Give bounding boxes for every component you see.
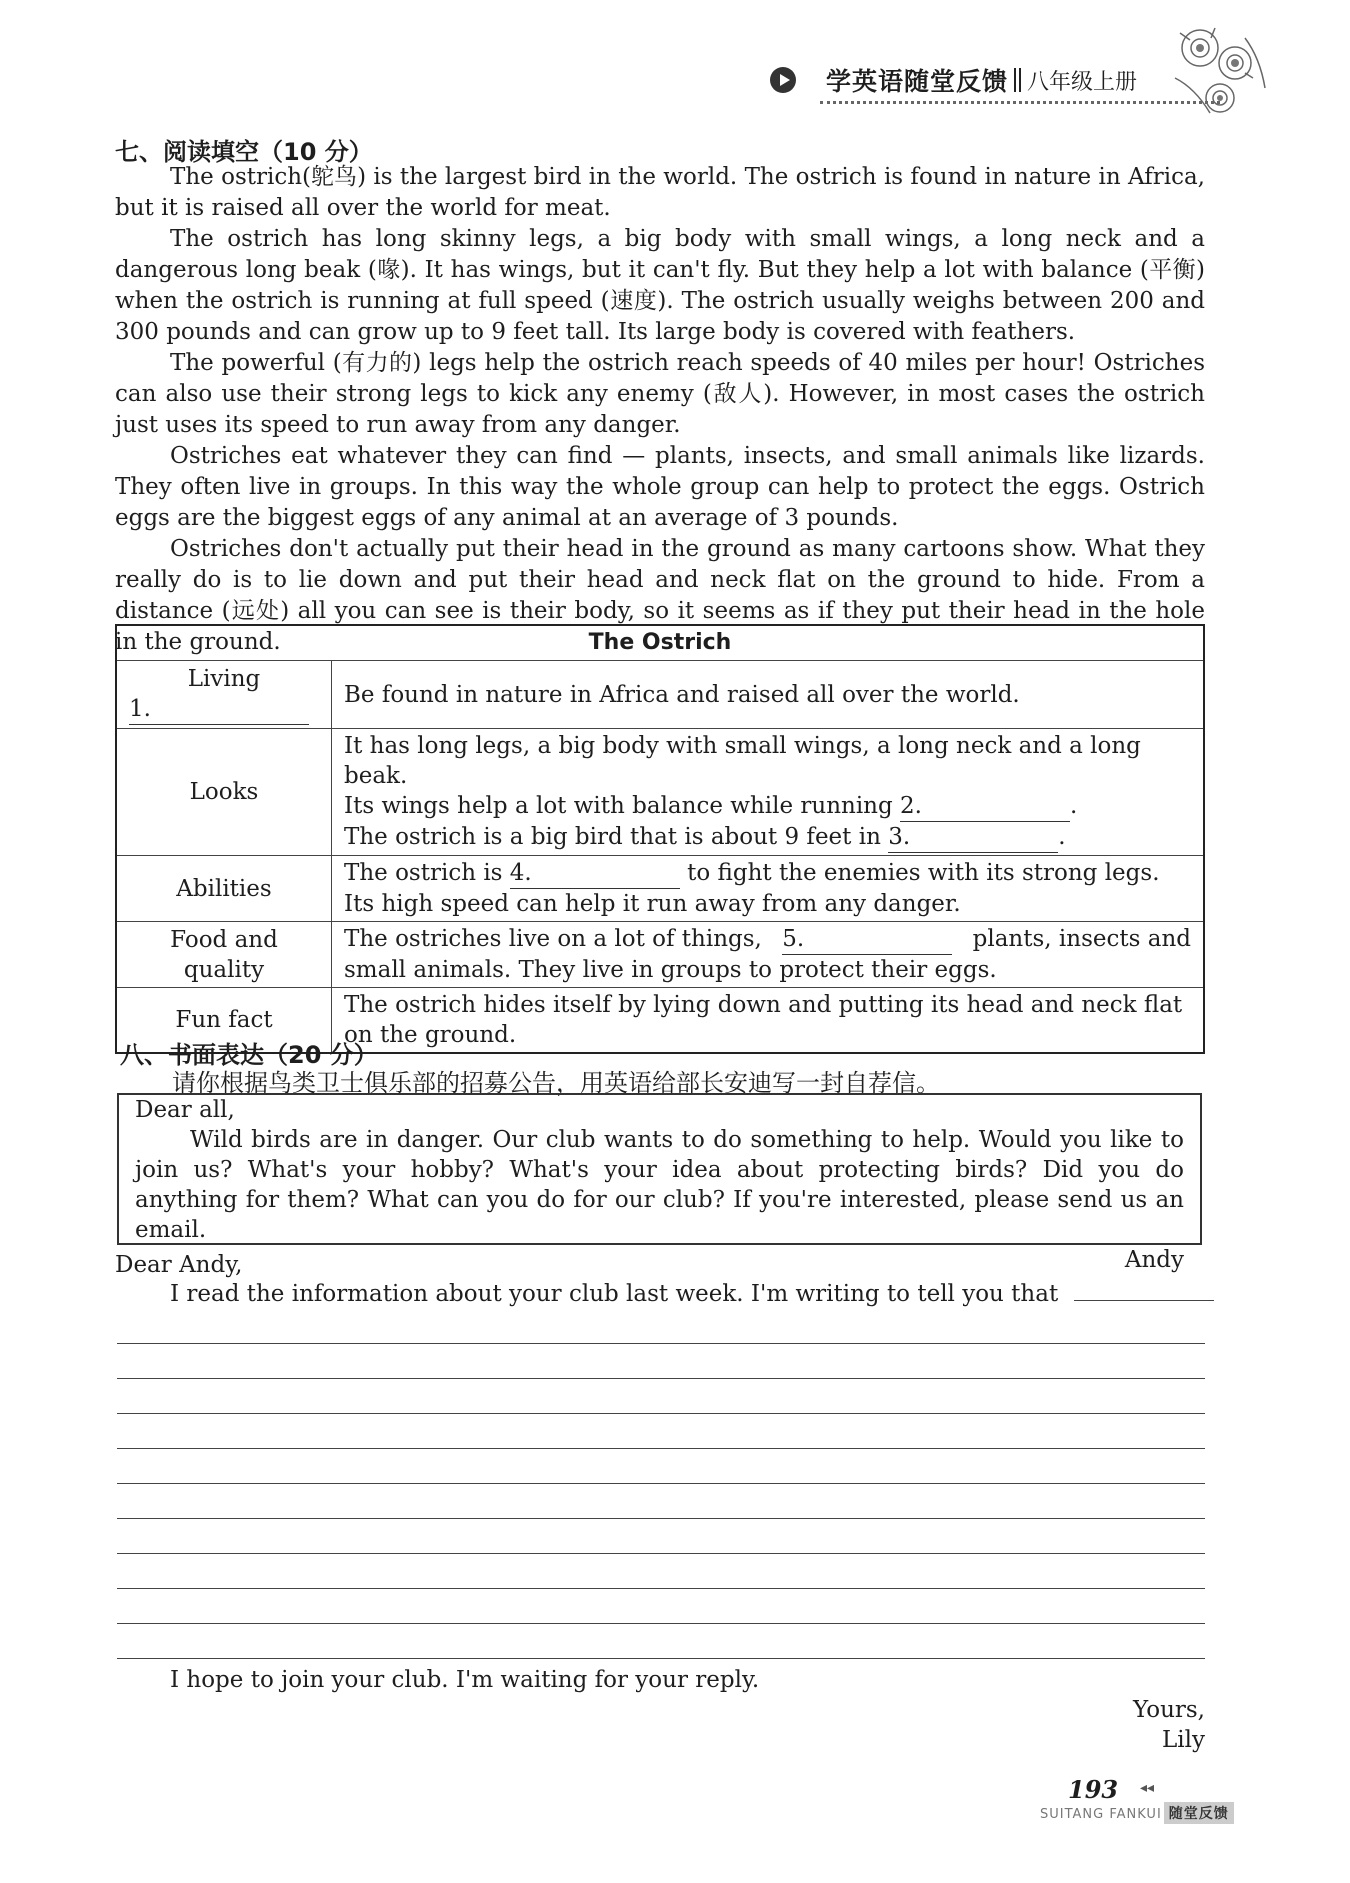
ostrich-table <box>115 624 1205 1054</box>
table-row <box>116 856 1204 922</box>
table-title: The Ostrich <box>116 625 1204 661</box>
looks-line-2-text: Its wings help a lot with balance while running <box>344 793 893 819</box>
fun-fact-label: Fun fact <box>116 988 332 1054</box>
header-dotted-rule <box>820 101 1220 104</box>
answer-blank-2[interactable]: 2. <box>900 791 1070 822</box>
answer-line-start[interactable] <box>1074 1300 1214 1301</box>
letter-opening: I read the information about your club last week. I'm writing to tell you that <box>170 1281 1059 1307</box>
letter-opening-line <box>170 1281 1214 1307</box>
row-label-living <box>116 661 332 729</box>
footer-brand <box>1040 1802 1234 1824</box>
food-cell <box>332 922 1205 988</box>
writing-line[interactable] <box>117 1588 1205 1589</box>
play-circle-icon <box>770 67 796 93</box>
writing-line[interactable] <box>117 1483 1205 1484</box>
looks-line-2: Its wings help a lot with balance while running 2. . <box>344 791 1191 822</box>
reading-paragraph-2: The ostrich has long skinny legs, a big body with small wings, a long neck and a dangerous long beak (喙). It has wings, but it can't fly. But they help a lot with balance (平衡) when the ostrich is running at full speed (速度). The ostrich usually weighs between 200 and 300 pounds and can grow up to 9 feet tall. Its large body is covered with feathers. <box>115 226 1205 345</box>
reading-paragraph-4: Ostriches eat whatever they can find — plants, insects, and small animals like lizards. They often live in groups. In this way the whole group can help to protect the eggs. Ostrich eggs are the biggest eggs of any animal at an average of 3 pounds. <box>115 443 1205 531</box>
writing-line[interactable] <box>117 1413 1205 1414</box>
writing-line[interactable] <box>117 1623 1205 1624</box>
food-line-1 <box>344 924 1191 955</box>
answer-blank-3[interactable]: 3. <box>888 822 1058 853</box>
living-text: Be found in nature in Africa and raised all over the world. <box>332 661 1205 729</box>
reading-paragraph-5: Ostriches don't actually put their head in the ground as many cartoons show. What they really do is to lie down and put their head and neck flat on the ground to hide. From a distance (远处) all you can see is their body, so it seems as if they put their head in the hole in the ground. <box>115 536 1205 655</box>
food-line-2: small animals. They live in groups to protect their eggs. <box>344 957 997 983</box>
writing-line[interactable] <box>117 1378 1205 1379</box>
notice-signature: Andy <box>1124 1247 1184 1273</box>
answer-blank-1[interactable]: 1. <box>129 694 309 725</box>
double-left-arrow-icon: ◂◂ <box>1140 1780 1155 1796</box>
notice-body: Wild birds are in danger. Our club wants to do something to help. Would you like to join us? What's your hobby? What's your idea about protecting birds? Did you do anything for them? What can you do for our club? If you're interested, please send us an email. <box>135 1127 1184 1243</box>
title-separator <box>1014 68 1021 92</box>
writing-line[interactable] <box>117 1343 1205 1344</box>
looks-line-3: The ostrich is a big bird that is about 9 feet in 3. . <box>344 822 1191 853</box>
looks-line-3-text: The ostrich is a big bird that is about 9 feet in <box>344 824 881 850</box>
abilities-line-2: Its high speed can help it run away from any danger. <box>344 891 961 917</box>
letter-name: Lily <box>1162 1727 1205 1753</box>
letter-greeting: Dear Andy, <box>115 1252 243 1278</box>
section-8-title: 八、书面表达（20 分） <box>120 1041 378 1069</box>
answer-blank-5[interactable]: 5. <box>782 924 952 955</box>
flower-decoration-icon <box>1165 18 1275 123</box>
looks-label: Looks <box>116 729 332 856</box>
writing-instruction: 请你根据鸟类卫士俱乐部的招募公告，用英语给部长安迪写一封自荐信。 <box>172 1069 940 1097</box>
food-label: Food and quality <box>116 922 332 988</box>
table-row <box>116 922 1204 988</box>
footer-brand-text: SUITANG FANKUI <box>1040 1807 1162 1822</box>
writing-line[interactable] <box>117 1448 1205 1449</box>
abilities-line-1 <box>344 858 1191 889</box>
writing-line[interactable] <box>117 1553 1205 1554</box>
page-number: 193 <box>1068 1775 1119 1804</box>
page-header <box>770 60 1210 100</box>
food-line-1b: plants, insects and <box>972 926 1191 952</box>
letter-signoff: Yours, <box>1133 1697 1205 1723</box>
answer-blank-4[interactable]: 4. <box>510 858 680 889</box>
section-7-title: 七、阅读填空（10 分） <box>115 138 373 166</box>
table-header-row <box>116 625 1204 661</box>
abilities-label: Abilities <box>116 856 332 922</box>
book-title: 学英语随堂反馈 <box>826 67 1009 96</box>
writing-line[interactable] <box>117 1658 1205 1659</box>
letter-closing: I hope to join your club. I'm waiting for your reply. <box>170 1667 760 1693</box>
writing-line[interactable] <box>117 1518 1205 1519</box>
reading-paragraph-1: The ostrich(鸵鸟) is the largest bird in the world. The ostrich is found in nature in Africa, but it is raised all over the world for meat. <box>115 164 1205 221</box>
living-label: Living <box>187 666 261 692</box>
book-grade: 八年级上册 <box>1027 69 1138 95</box>
notice-greeting: Dear all, <box>135 1097 235 1123</box>
abilities-line-1b: to fight the enemies with its strong legs. <box>687 860 1160 886</box>
fun-fact-text: The ostrich hides itself by lying down and putting its head and neck flat on the ground. <box>332 988 1205 1054</box>
abilities-cell <box>332 856 1205 922</box>
footer-badge: 随堂反馈 <box>1164 1802 1234 1824</box>
table-row <box>116 661 1204 729</box>
looks-line-1: It has long legs, a big body with small wings, a long neck and a long beak. <box>344 733 1141 789</box>
abilities-line-1a: The ostrich is <box>344 860 503 886</box>
table-row <box>116 729 1204 856</box>
looks-cell <box>332 729 1205 856</box>
food-line-1a: The ostriches live on a lot of things, <box>344 926 762 952</box>
reading-paragraph-3: The powerful (有力的) legs help the ostrich reach speeds of 40 miles per hour! Ostriches can also use their strong legs to kick any enemy (敌人). However, in most cases the ostrich just uses its speed to run away from any danger. <box>115 350 1205 438</box>
